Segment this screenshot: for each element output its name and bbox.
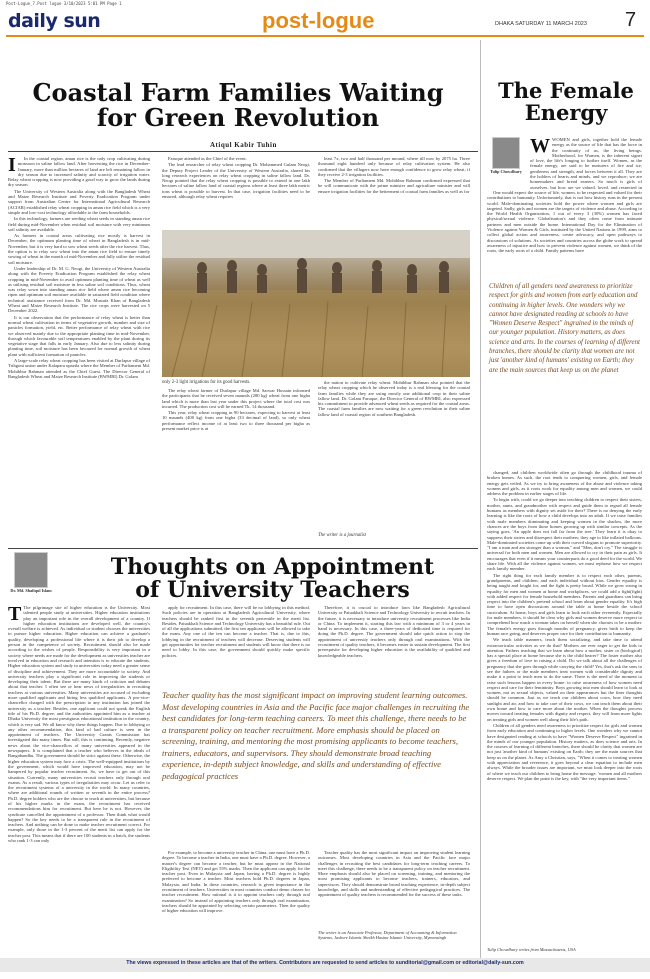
author-avatar: [492, 137, 520, 169]
page-number: 7: [625, 9, 637, 31]
article1-photo: [162, 230, 470, 377]
paragraph: apply for recruitment. In this case, there will be no lobbying in this method. Such policies are in operation at Bangladesh Agricultural University, where teachers should be ranked first in the seventh percentile in the merit list. Besides, Patuakhali Science and Technology University has a beautiful rule. Out of all the applications submitted, the first ten applicants will be allowed to take the exam. Any one of the ten can become a teacher. That is, due to this, lobbying in the recruitment of teachers will decrease. Deserving students will get opportunities for teacher recruitment and students will know that there is no need to lobby. In this case, the government should quickly make specific policies.: [162, 605, 310, 658]
paragraph: Teacher quality has the most significant impact on improving student learning outcomes. Most developing countries in Asia and the Pacific face major challenges in recruiting the best candidates for long-term teaching careers. To meet this challenge, there needs to be a transparent policy on teacher recruitment. More emphasis should also be placed on screening, training, and mentoring the most promising applicants to become teachers, trainers, educators, and supervisors. They should demonstrate broad teaching experience, in-depth subject knowledge, and skills and understanding of effective pedagogical practices. The appointment of quality teachers is recommended for the success of these tasks.: [318, 850, 470, 898]
paragraph: The pilgrimage site of higher education is the University. Most talented people study at universities. Higher education institutions play an important role in the overall development of a country. If higher education institutions are developed well, the country's overall welfare is achieved. As individual or student chooses the universities to pursue higher education. Higher education can achieve a graduate's quality, developing a professional life where it is their job to develop a person in the competence of society. Recruitment should also be made according to the wishes of people. Responsibility is very important in a society where needs are made for the development as universities teacher are involved in education and research and intention is to educate the students. Higher education system and study in universities today need a greater sense of discipline and achievement. They are more accountable to society. And university teachers play a significant role in improving the students or developing their talent. But there are many kinds of criticism and debates about that teacher. I often see or hear news of irregularities in recruiting teachers at various universities. Many universities are accused of excluding more qualified applicants and hiring less qualified applicants. A pro-vice-chancellor charged with the prescription to any institution has joined the university as a teacher. Besides, one applicant could not speak the English title of his Ph.D. degree, and the authorities appointed him as a teacher at Dhaka University the most prestigious educational institution in the country, which is very sad. We all know why these things happen. Due to lobbying or any other recommendation, this kind of bad culture is seen in the appointment of teachers. The University Grants Commission has investigated this many times. But still, this is continuing. Recently, negative news about the vice-chancellors of many universities appeared in the newspapers. It is complained that a teacher who believes in the ideals of Bangabandhu. The government should be strict against these. Otherwise, the higher education system may face a crisis. The well-equipped institutions by the government, which would have improved education, may not be hampered by popular teacher recruitment. So, we have to get out of this situation. Currently, many universities recruit teachers only through oral exams. As a result, various types of irregularities may occur. Let us refer to the recruitment systems of a university in the world. In many countries, where are additional rounds of written or seventh in the entire process? Ph.D. degree holders who are the choose to teach at universities, but because of his higher marks in the exam, the recruitment has received recommendations him for recruitment. But here he is not. However, the syndicate cancelled the appointment of a professor. Then think what would happen? So the key needs to be a transparent rule in the recruitment of teachers. And nothing can be done to make teacher recruitment correct. For example, only those in the 1-3 percent of the merit list can apply for the teacher post. This means that if there are 100 students in a batch, the students who rank 1-3 can only: [8, 605, 150, 844]
article2-title-line2: Energy: [524, 100, 608, 126]
paragraph: changed, and children worldwide often go through the childhood trauma of broken homes. As such, the root tends to conquering women, girls, and female energy gets veiled. As we try to bring awareness of the abuse and violence taking women and girls, as it roots work for equality among men and women, we could address the problem in earlier stages of life.: [487, 470, 642, 497]
paragraph: The University of Western Australia along with the Bangladesh Wheat and Maize Research Institute and Poverty Eradication Program under support from Australian Centre for International Agricultural Research (ACIAR) established relay wheat cropping in aman rice field which is a very simple and low-cost technology affordable to the farm households.: [8, 188, 150, 215]
paragraph: We teach table manners, teach them socializing, and take time to attend extracurricular activities as we do that? Mothers are ever eager to get the kids to attention. Fathers teaching that we learn about how a mother, sister or (biological) has a special place at home because she is the child bearer? The foster mother also gives a freedom of love in raising a child. Do we talk about all the challenges of pregnancy that she goes through while carrying the child? Yes, that's ask the sons to see the fathers or the male members treat women with considerable dignity and make it a point to teach men to do the same. There is the need of the moment to raise such lessons happen in every home: to raise awareness of how women need respect and care for their femininity. Boys growing into men should learn to look at women, not as sexual objects, valued on their appearances but the finer thoughts should be common. Just as we teach our children about cows, how they need sunlight and air, and how to take care of their cows, we can teach them about their own home and how to care more about the mother. When the thoughts process moves toward treating females with dignity and respect, they will learn more lights on treating girls and women well along their life's path.: [487, 637, 642, 722]
paragraph: It is our observation that the performance of relay wheat is better than normal wheat cultivation in terms of vegetative growth, number and size of panicles formation, yield, etc. Better performance of relay wheat with rice we observed mainly due to the appropriate planting time in mid-November, through which favourable soil temperatures enabled by the plant during its vegetative stage that falls in early January. Also due to less salinity during planting time, soil moisture has been favoured for normal growth of wheat plant with sufficient formation of panicles.: [8, 314, 150, 357]
paragraph: A large-scale relay wheat cropping has been visited at Durlapur village of Tribgoni union under Kalapara upazila where the Member of Parliament Md. Mohibbur Rahman attended as the Chief Guest. The Director General of Bangladesh Wheat and Maize Research Institute (BWMRI) Dr. Golam: [8, 357, 150, 379]
paragraph: The right thing for each family member is to respect each other, parents, grandparents, and children, and each individual without bias. Gender equality is being taught and fought for, and the fight is pretty broad. While we grow strong in equality for men and women at home and workplaces, we could add a fight(fight) with added respect for female household members. Parents and guardians can bring respect into the children's pretend school and learn about gender equality. It's high time to have open discussions around the table at home beside the school curriculum. At home, boys and girls learn to look each other reverently. Especially for male members, it should be clear why girls and women deserve more respect to comprehend how much a woman takes on herself when she chooses to be a mother. The female's energy goes through months of pregnancy, gives birth to keep the human race going, and deserves proper care for their contribution to humanity.: [487, 572, 642, 636]
article3-title-line1: Thoughts on Appointment: [110, 554, 435, 580]
paragraph: The relay wheat farmer of Durlapur village Md. Sarwar Hossain informed the participants that he received seven maunds (280 kg) wheat from one bigha land which is more than last year under this project where the total cost was incurred. The production cost will be earned Tk. 14 thousand.: [162, 388, 310, 409]
paragraph: This year, relay wheat cropping in 90 hectares, expecting to harvest at least 10 maunds (400 kg) from one bigha (33 decimal of land), so only wheat performance reflect income of at least two to three thousand per bigha as present market price is at: [162, 410, 310, 432]
article3-pull-quote: Teacher quality has the most significant impact on improving student learning outcomes. Most developing countries in Asia and the Pacific face major challenges in recruiting the best candidates for long-term teaching careers. To meet this challenge, there needs to be a transparent policy on teacher recruitment. More emphasis should be placed on screening, training, and mentoring the most promising applicants to become teachers, trainers, educators, and supervisors. They should demonstrate broad teaching experience, in-depth subject knowledge, and skills and understanding of effective pedagogical practices: [162, 690, 470, 781]
masthead-rule: [6, 35, 644, 37]
article1-title-line1: Coastal Farm Families Waiting: [32, 78, 444, 107]
paragraph: In the coastal region, aman rice is the only crop cultivating during monsoon in saline fallow land. After harvesting the rice in December-January, more than million hectares of land are left remaining fallow in dry season due to increased salinity and scarcity of irrigation water. Relay wheat cropping is now providing a good way to grow the lands during dry season.: [8, 156, 150, 188]
paragraph: Faruque attended as the Chief of the event.: [168, 156, 247, 161]
paragraph: the nation to cultivate relay wheat. Mohibbur Rahman also pointed that the relay wheat cropping which he observed today is a real blessing for the coastal farm families while they are using mostly one additional crop in their saline fallow land. Dr. Golam Faruque, the Director General of BWMRI, also expressed his commitment to provide advanced wheat seeds as required for the coastal areas. The coastal farm families are now waiting for a green revolution in their saline fallow land of coastal region of southern Bangladesh.: [318, 380, 470, 417]
dropcap: T: [8, 605, 22, 625]
article3-col2-top: [162, 605, 310, 683]
newspaper-logo: daily sun: [8, 10, 101, 32]
byline-rule: [8, 151, 478, 152]
article3-author-note: The writer is an Associate Professor, Department of Accounting & Information Systems, Jashore Islamic Sheikh Hasina Islamic University, Mymensingh: [318, 930, 457, 941]
paragraph: The lead researcher of relay wheat cropping Dr. Mohammed Gulam Neogi, the Deputy Project Leader of the University of Western Australia, shared his long research experiences on relay wheat cropping in saline fallow land. Dr. Neogi pointed that the relay wheat cropping is possible to extend in one lakh hectares of saline fallow land of coastal regions where at least three lakh metric tons wheat is possible to harvest. In that case, irrigation facilities need to be ensured, although relay wheat requires: [162, 162, 310, 200]
paragraph: WOMEN and girls, together hold the female energy as the source of life that has the force in the continuity of us, the living beings. Motherhood, for Women, is the inherent signet of love, the life's longing to further itself. Women, as the female energy, are said to be nurturers of fire and ice, gentleness and strength, and forces between it all. They are the holders of hearts and minds, and we reproduce; we are homemakers and bread earners. So much is girls of ourselves, but how are we valued, loved, and respected in: [530, 137, 642, 189]
article1-col2-bottom: [162, 388, 310, 538]
paragraph: One would expect the source of life, women, to be respected and valued for their contributions to humanity. Unfortunately, that is not how history runs in the present world. Male-dominating societies hold the power where women and girls are targeted. Sadly, girls and women are the targets of violence and abuse. According to the World Health Organization, 1 out of every 3 (30%) women has faced physical/sexual violence. Globalisation's and they often come from intimate partners and men outside the home. International Day for the Elimination of Violence against Women & Girls, instituted by the United Nations in 1999, aims to collect global action and awareness, create advocacy, and open pathways to discussions of solutions. As societies and countries across the globe work to spread awareness of injustice and how to prevent violence against women, we think of the roots, the early roots of a child. Family patterns have: [487, 190, 642, 254]
photo-caption: only 2-3 light irrigations for its good harvests.: [162, 380, 251, 385]
article3-col2-bottom: [162, 850, 310, 952]
article1-col2-top: [162, 156, 310, 226]
article2-author-name: Tulip Chowdhury: [490, 169, 522, 174]
article2-col-top: [487, 190, 642, 272]
paragraph: The Member of Parliament Md. Mohibbur Rahman confirmed expressed that he will communicate with the prime minister and agriculture minister and will ensure irrigation facilities for the betterment of coastal farm families as well as for: [318, 178, 470, 194]
paragraph: To begin with, could we go deeper into teaching children to respect their sisters, mother, aunts, and grandmother with respect and guide them to regard all female humans as members with dignity set aside for their? There is no denying the early learning is like the roots of how a child develops into an adult. If we raise families with male members dominating and keeping women in the shadow, the more chances are the boys from those homes growing up with similar concepts. As the saying goes, 'An apple does not fall far from the tree.' They learn it is okay to suppress their sisters and disrespect their mothers; they age to like inflated balloons. Male-dominated societies come up with their curved slogans to promote superiority. "I am a man and am stronger than a woman," and "Men, don't cry." The struggle is universal for both men and women. Men are allowed to cry in their pain as girls. It encourages that even if it means your counterparts do a good deed for the world. We share life. With all the violence against women, we must rephrase how we respect each family member.: [487, 497, 642, 572]
article3-title-line2: of University Teachers: [135, 577, 410, 604]
dateline: DHAKA SATURDAY 11 MARCH 2023: [495, 21, 587, 27]
print-header: Post-Logue_7.Post logue 3/10/2023 5:01 PM Page 1: [6, 1, 122, 6]
article1-col3-top: [318, 156, 470, 226]
article1-col3-bottom: [318, 380, 470, 530]
article1-title: [8, 78, 468, 133]
article2-col-bottom: [487, 470, 642, 946]
section-divider: [8, 548, 478, 549]
article1-title-line2: for Green Revolution: [96, 103, 380, 133]
article3-col1: [8, 605, 150, 953]
paragraph: In this technology, farmers are seeding wheat seeds in standing aman rice field during mid-November when residual soil moisture with very minimum soil salinity are available.: [8, 216, 150, 232]
article3-author-name: Dr. Md. Shafiqul Islam: [10, 588, 52, 593]
field-scene-illustration: [162, 230, 470, 377]
article2-title-line1: The Female: [498, 78, 634, 103]
paragraph: Under leadership of Dr. M. G. Neogi, the University of Western Australia along with the Poverty Eradication Program established the relay wheat cropping in mid-November to avail optimum planting time of wheat as well as utilising residual soil moisture in less saline soil conditions. Thus, wheat was relay sown into standing aman rice field where aman rice becoming ripen and optimum soil moisture available in saturated field condition where technical assistance received from Dr. Md. Mustafa Khan of Bangladesh Wheat and Maize Research Institute. The rice crops were harvested on 5 December 2022.: [8, 265, 150, 314]
paragraph: As farmers in coastal areas cultivating rice mostly is harvest in December, the optimum planting time of wheat in Bangladesh is in mid-November, but it is very hard to sow wheat seeds after the rice harvest. Thus, the option is to relay sow wheat into the aman rice field to ensure timely sowing of wheat in the month of mid-November and fully utilise the residual soil moisture.: [8, 233, 150, 265]
article1-byline: Atiqul Kabir Tuhin: [210, 141, 277, 149]
article1-author-note: The writer is a journalist: [318, 533, 366, 538]
paragraph: least 7x, two and half thousand per mound, where till now by 2075 ha. Three thousand eight hundred only because of relay cultivation system. He also confirmed that the villagers now have enough confidence to grow relay wheat, if they receive 2-3 irrigation facilities.: [318, 156, 470, 177]
footer-text: The views expressed in these articles are that of the writers. Contributors are requested to send articles to sunditorial@gmail.com or editorial@daily-sun.com: [126, 960, 524, 966]
section-title: post-logue: [262, 8, 375, 33]
article2-pull-quote: Children of all genders need awareness to prioritize respect for girls and women from early education and continuing in higher levels. One wonders why we cannot have designated reading at schools to have "Women Deserve Respect" ingrained in the minds of our younger population. History matters, as does science and arts. In the courses of learning of different branches, there should be clarity that women are not just 'another kind of humans' existing on Earth; they are the main sources that keep us on the planet: [489, 283, 640, 374]
author-avatar: [14, 552, 48, 588]
paragraph: Therefore, it is crucial to introduce laws like Bangladesh Agricultural University or Patuakhali Science and Technology University to recruit teachers. In the future, it is necessary to introduce university recruitment processes like India or China. To implement it, starting this law with a minimum of 3 or 4 years in hand is necessary. In this case, a three-years of dedicated time is required for doing the Ph.D. degree. The government should take quick action to stop the appointment of university teachers only through oral examinations. With the recruitment of quality teachers, it becomes easier to sustain development. The first prerequisite for developing higher education is the availability of qualified and knowledgeable teachers.: [318, 605, 470, 658]
column-divider: [480, 40, 481, 960]
paragraph: For example, to become a university teacher in China, one must have a Ph.D. degree. To become a teacher in India, one must have a Ph.D. degree. However, a master's degree can become a teacher, but he must appear in the National Eligibility Test (NET) and get 55% marks. Then the applicant can apply for the teacher post. Even in Malaysia and Japan, having a Ph.D. degree is highly preferred to become a teacher. Most teachers hold Ph.D. degrees in Japan, Malaysia, and India. In these countries, research is given importance in the recruitment of teachers. Universities in most countries conduct demo classes for teacher recruitment. How rational is it to appoint teachers only through oral examination? So instead of appointing teachers only through oral examination, teachers should be appointed by selecting certain parameters. Then the quality of higher education will improve.: [162, 850, 310, 914]
article3-col3-top: [318, 605, 470, 683]
dropcap: W: [530, 137, 550, 157]
dropcap: I: [8, 156, 16, 176]
article3-title: [70, 556, 475, 602]
article2-title: [486, 80, 646, 124]
article2-author-note: Tulip Chowdhury writes from Massachusetts, USA: [487, 947, 576, 952]
article2-intro: [530, 137, 642, 189]
article1-col1: [8, 156, 150, 544]
paragraph: Children of all genders need awareness to prioritize respect for girls and women from early education and continuing to higher levels. One wonders why we cannot have designated reading at schools to have "Women Deserve Respect" ingrained in the minds of our younger population. History matters, as does science and arts. In the courses of learning of different branches, there should be clarity that women are not just 'another kind of humans' existing on Earth; they are the main sources that keep us on the planet. As Amy a Christian, says, "When it comes to treating women with appreciation and reverence, it goes beyond a clear equation to include men always. While the broader issues are important, we must look deeper into the roots of where we teach our children to bring home the message: 'women and all mothers deserve respect. We plan the point is the key, with "the very important items.": [487, 722, 642, 781]
article3-col3-bottom: [318, 850, 470, 928]
